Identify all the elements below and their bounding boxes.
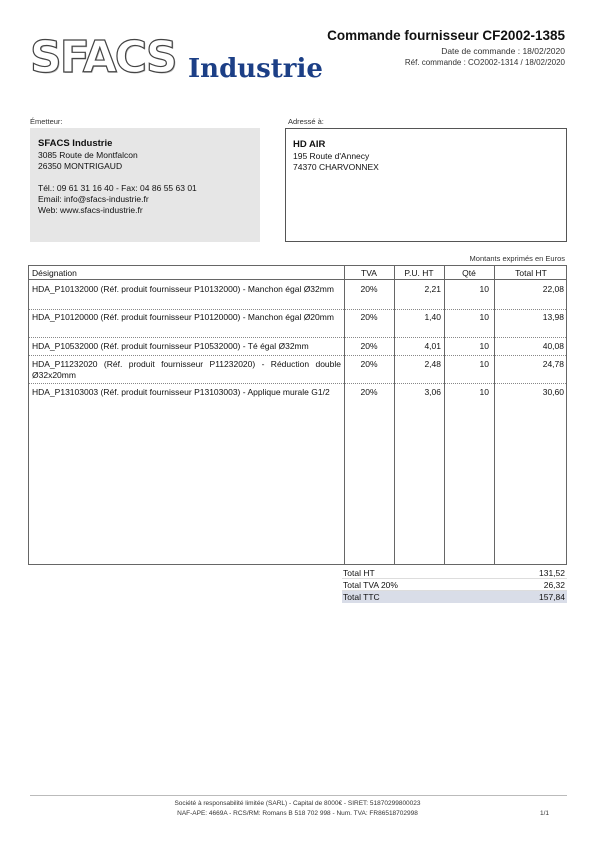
footer-legal-line2: NAF-APE: 4669A - RCS/RM: Romans B 518 702 998 - Num. TVA: FR86518702998: [177, 810, 418, 817]
page-number: 1/1: [539, 810, 549, 817]
total-ht-value: 131,52: [539, 568, 565, 578]
column-divider: [444, 266, 445, 564]
row-separator: [29, 309, 566, 310]
row-designation: HDA_P13103003 (Réf. produit fournisseur P13103003) - Applique murale G1/2: [32, 387, 330, 397]
document-title: Commande fournisseur CF2002-1385: [327, 28, 565, 43]
column-divider: [394, 266, 395, 564]
row-quantity: 10: [479, 341, 489, 351]
total-tva-value: 26,32: [543, 580, 565, 590]
row-separator: [29, 355, 566, 356]
column-divider: [494, 266, 495, 564]
emitter-address-line2: 26350 MONTRIGAUD: [38, 161, 123, 171]
emitter-phone: Tél.: 09 61 31 16 40 - Fax: 04 86 55 63 01: [38, 183, 197, 193]
emitter-block: [30, 128, 260, 242]
row-total: 40,08: [542, 341, 564, 351]
logo-brand-text: SFACS: [30, 32, 176, 83]
row-designation: HDA_P11232020 (Réf. produit fournisseur P11232020) - Réduction double Ø32x20mm: [32, 359, 341, 380]
row-tva: 20%: [360, 284, 378, 294]
row-separator: [29, 383, 566, 384]
recipient-block: [285, 128, 567, 242]
emitter-name: SFACS Industrie: [38, 138, 113, 149]
total-ttc-label: Total TTC: [343, 592, 380, 602]
row-unit-price: 3,06: [424, 387, 441, 397]
footer-divider: [30, 795, 567, 796]
order-reference: Réf. commande : CO2002-1314 / 18/02/2020: [404, 58, 565, 67]
row-quantity: 10: [479, 359, 489, 369]
header-unit-price: P.U. HT: [404, 268, 434, 278]
row-unit-price: 4,01: [424, 341, 441, 351]
row-tva: 20%: [360, 341, 378, 351]
recipient-address-line1: 195 Route d'Annecy: [293, 151, 370, 161]
row-total: 30,60: [542, 387, 564, 397]
header-total: Total HT: [515, 268, 547, 278]
row-tva: 20%: [360, 387, 378, 397]
row-total: 24,78: [542, 359, 564, 369]
total-tva-row: [342, 579, 567, 591]
footer-legal-line1: Société à responsabilité limitée (SARL) - Capital de 8000€ - SIRET: 51870299800023: [174, 800, 421, 807]
header-designation: Désignation: [32, 268, 77, 278]
total-ttc-row: [342, 591, 567, 603]
total-ht-row: [342, 567, 567, 579]
emitter-email: Email: info@sfacs-industrie.fr: [38, 194, 149, 204]
items-table: [28, 265, 567, 565]
row-designation: HDA_P10132000 (Réf. produit fournisseur P10132000) - Manchon égal Ø32mm: [32, 284, 334, 294]
row-unit-price: 2,48: [424, 359, 441, 369]
total-ttc-value: 157,84: [539, 592, 565, 602]
table-header: [29, 266, 566, 280]
emitter-address-line1: 3085 Route de Montfalcon: [38, 150, 138, 160]
header-tva: TVA: [361, 268, 377, 278]
total-ht-label: Total HT: [343, 568, 375, 578]
header-quantity: Qté: [462, 268, 476, 278]
currency-note: Montants exprimés en Euros: [469, 254, 565, 263]
recipient-label: Adressé à:: [288, 117, 324, 126]
emitter-label: Émetteur:: [30, 117, 63, 126]
row-quantity: 10: [479, 284, 489, 294]
logo-suffix-text: Industrie: [188, 54, 323, 84]
row-unit-price: 1,40: [424, 312, 441, 322]
recipient-name: HD AIR: [293, 139, 326, 150]
company-logo: [30, 32, 323, 84]
row-quantity: 10: [479, 312, 489, 322]
total-tva-label: Total TVA 20%: [343, 580, 398, 590]
row-separator: [29, 337, 566, 338]
row-tva: 20%: [360, 359, 378, 369]
row-designation: HDA_P10532000 (Réf. produit fournisseur P10532000) - Té égal Ø32mm: [32, 341, 309, 351]
row-total: 22,08: [542, 284, 564, 294]
row-tva: 20%: [360, 312, 378, 322]
row-total: 13,98: [542, 312, 564, 322]
column-divider: [344, 266, 345, 564]
row-designation: HDA_P10120000 (Réf. produit fournisseur P10120000) - Manchon égal Ø20mm: [32, 312, 334, 322]
emitter-web: Web: www.sfacs-industrie.fr: [38, 205, 143, 215]
totals-block: [342, 567, 567, 603]
recipient-address-line2: 74370 CHARVONNEX: [293, 162, 379, 172]
row-unit-price: 2,21: [424, 284, 441, 294]
order-date: Date de commande : 18/02/2020: [441, 46, 565, 56]
row-quantity: 10: [479, 387, 489, 397]
